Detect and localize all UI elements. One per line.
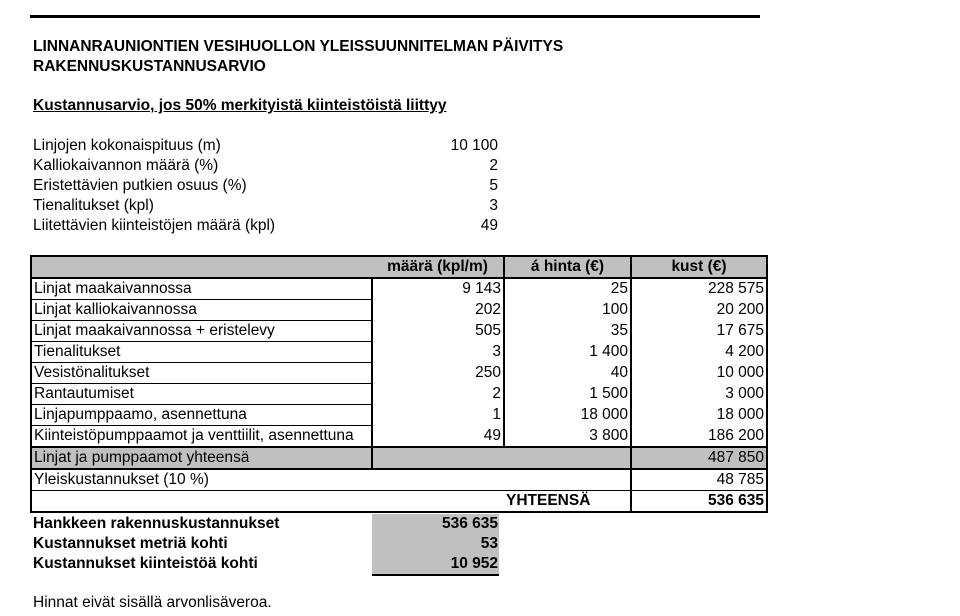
parameter-value: 2	[489, 157, 498, 174]
document-title: LINNANRAUNIONTIEN VESIHUOLLON YLEISSUUNNITELMAN PÄIVITYS	[33, 38, 564, 55]
row-item: Linjapumppaamo, asennettuna	[31, 405, 372, 426]
grand-total-value: 536 635	[631, 491, 767, 513]
summary-value: 10 952	[450, 555, 498, 572]
parameter-value: 5	[489, 177, 498, 194]
overhead-empty-cell	[372, 469, 504, 491]
scenario-heading: Kustannusarvio, jos 50% merkityistä kiinteistöistä liittyy	[33, 97, 447, 114]
grand-total-label: YHTEENSÄ	[504, 491, 631, 513]
parameter-value: 10 100	[450, 137, 498, 154]
overhead-label: Yleiskustannukset (10 %)	[31, 469, 372, 491]
table-row	[31, 278, 767, 300]
row-unit-price: 18 000	[504, 405, 631, 426]
row-cost: 186 200	[631, 426, 767, 448]
table-row	[31, 426, 767, 448]
row-cost: 17 675	[631, 321, 767, 342]
subtotal-empty-cell	[372, 447, 504, 469]
row-cost: 3 000	[631, 384, 767, 405]
top-divider-line	[30, 15, 760, 18]
table-row	[31, 321, 767, 342]
summary-value: 53	[480, 535, 498, 552]
row-item: Tienalitukset	[31, 342, 372, 363]
grand-total-empty-cell	[372, 491, 504, 513]
row-unit-price: 100	[504, 300, 631, 321]
row-unit-price: 35	[504, 321, 631, 342]
row-quantity: 3	[372, 342, 504, 363]
grand-total-row	[31, 491, 767, 513]
summary-value: 536 635	[441, 515, 498, 532]
table-row	[31, 384, 767, 405]
row-unit-price: 1 400	[504, 342, 631, 363]
row-quantity: 505	[372, 321, 504, 342]
row-item: Linjat kalliokaivannossa	[31, 300, 372, 321]
parameter-label: Eristettävien putkien osuus (%)	[33, 177, 247, 194]
row-unit-price: 40	[504, 363, 631, 384]
header-cell-cost: kust (€)	[631, 256, 767, 278]
subtotal-empty-cell	[504, 447, 631, 469]
row-quantity: 9 143	[372, 278, 504, 300]
row-item: Rantautumiset	[31, 384, 372, 405]
row-quantity: 1	[372, 405, 504, 426]
row-item: Vesistönalitukset	[31, 363, 372, 384]
parameter-label: Liitettävien kiinteistöjen määrä (kpl)	[33, 217, 276, 234]
row-item: Linjat maakaivannossa + eristelevy	[31, 321, 372, 342]
table-header-row	[31, 256, 767, 278]
row-unit-price: 1 500	[504, 384, 631, 405]
grand-total-empty-cell	[31, 491, 372, 513]
table-row	[31, 342, 767, 363]
row-quantity: 2	[372, 384, 504, 405]
row-cost: 18 000	[631, 405, 767, 426]
row-item: Linjat maakaivannossa	[31, 278, 372, 300]
overhead-value: 48 785	[631, 469, 767, 491]
cost-table	[30, 255, 768, 513]
parameter-label: Kalliokaivannon määrä (%)	[33, 157, 219, 174]
document-subtitle: RAKENNUSKUSTANNUSARVIO	[33, 58, 266, 75]
summary-label: Kustannukset metriä kohti	[33, 535, 228, 552]
subtotal-value: 487 850	[631, 447, 767, 469]
table-row	[31, 300, 767, 321]
table-row	[31, 405, 767, 426]
overhead-row	[31, 469, 767, 491]
header-cell-item	[31, 256, 372, 278]
header-cell-unit-price: á hinta (€)	[504, 256, 631, 278]
parameter-value: 49	[480, 217, 498, 234]
parameter-label: Tienalitukset (kpl)	[33, 197, 154, 214]
parameter-value: 3	[489, 197, 498, 214]
row-cost: 4 200	[631, 342, 767, 363]
overhead-empty-cell	[504, 469, 631, 491]
row-cost: 228 575	[631, 278, 767, 300]
row-quantity: 49	[372, 426, 504, 448]
row-unit-price: 3 800	[504, 426, 631, 448]
row-cost: 10 000	[631, 363, 767, 384]
row-item: Kiinteistöpumppaamot ja venttiilit, asennettuna	[31, 426, 372, 448]
parameter-label: Linjojen kokonaispituus (m)	[33, 137, 221, 154]
header-cell-quantity: määrä (kpl/m)	[372, 256, 504, 278]
summary-label: Hankkeen rakennuskustannukset	[33, 515, 280, 532]
row-quantity: 250	[372, 363, 504, 384]
subtotal-label: Linjat ja pumppaamot yhteensä	[31, 447, 372, 469]
summary-label: Kustannukset kiinteistöä kohti	[33, 555, 258, 572]
vat-footnote: Hinnat eivät sisällä arvonlisäveroa.	[33, 594, 272, 611]
subtotal-row	[31, 447, 767, 469]
row-unit-price: 25	[504, 278, 631, 300]
table-row	[31, 363, 767, 384]
row-quantity: 202	[372, 300, 504, 321]
row-cost: 20 200	[631, 300, 767, 321]
